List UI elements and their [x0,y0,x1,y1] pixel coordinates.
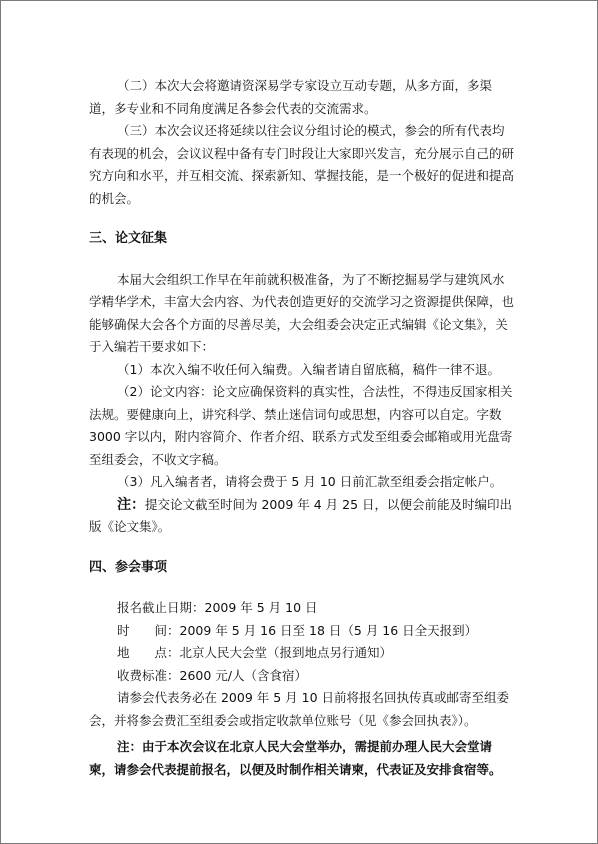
section3-note [89,494,515,539]
place-value: 北京人民大会堂（报到地点另行通知） [179,645,393,660]
section2-item-3: （三）本次会议还将延续以往会议分组讨论的模式，参会的所有代表均有表现的机会，会议议程中备有专门时段让大家即兴发言，充分展示自己的研究方向和水平，并互相交流、探索新知、掌握技能，是一个极好的促进和提高的机会。 [89,123,515,206]
registration-deadline: 报名截止日期：2009 年 5 月 10 日 [117,600,318,615]
section3-item-3: （3）凡入编者者，请将会费于 5 月 10 日前汇款至组委会指定帐户。 [117,474,503,489]
note-label: 注： [117,496,145,513]
section3-item-1: （1）本次入编不收任何入编费。入编者请自留底稿，稿件一律不退。 [117,361,500,377]
section3-heading: 三、论文征集 [89,231,168,246]
meeting-time [89,620,515,643]
note-text: 提交论文截至时间为 2009 年 4 月 25 日，以便会前能及时编印出版《论文集》。 [89,496,513,534]
section3-intro: 本届大会组织工作早在年前就积极准备，为了不断挖掘易学与建筑风水学精华学术，丰富大会内容、为代表创造更好的交流学习之资源提供保障，也能够确保大会各个方面的尽善尽美，大会组委会决定正式编辑《论文集》，关于入编若干要求如下： [89,271,515,354]
section3-item-2: （2）论文内容：论文应确保资料的真实性，合法性，不得违反国家相关法规。要健康向上，讲究科学、禁止迷信词句或思想，内容可以自定。字数 3000 字以内，附内容简介、作者介绍、联系方式发至组委会邮箱或用光盘寄至组委会，不收文字稿。 [89,384,513,467]
section2-item-2: （二）本次大会将邀请资深易学专家设立互动专题，从多方面，多渠道，多专业和不同角度满足各参会代表的交流需求。 [89,78,493,116]
fee-standard: 收费标准：2600 元/人（含食宿） [117,667,307,683]
time-label: 时 间： [117,622,180,638]
submission-reminder: 请参会代表务必在 2009 年 5 月 10 日前将报名回执传真或邮寄至组委会，并将参会费汇至组委会或指定收款单位账号（见《参会回执表》）。 [89,690,510,728]
section4-heading: 四、参会事项 [89,559,168,575]
place-label: 地 点： [117,645,180,660]
document-body [89,75,515,781]
meeting-place [89,642,515,665]
final-note: 注：由于本次会议在北京人民大会堂举办，需提前办理人民大会堂请柬，请参会代表提前报名，以便及时制作相关请柬，代表证及安排食宿等。 [89,739,502,777]
time-value: 2009 年 5 月 16 日至 18 日（5 月 16 日全天报到） [179,622,478,638]
